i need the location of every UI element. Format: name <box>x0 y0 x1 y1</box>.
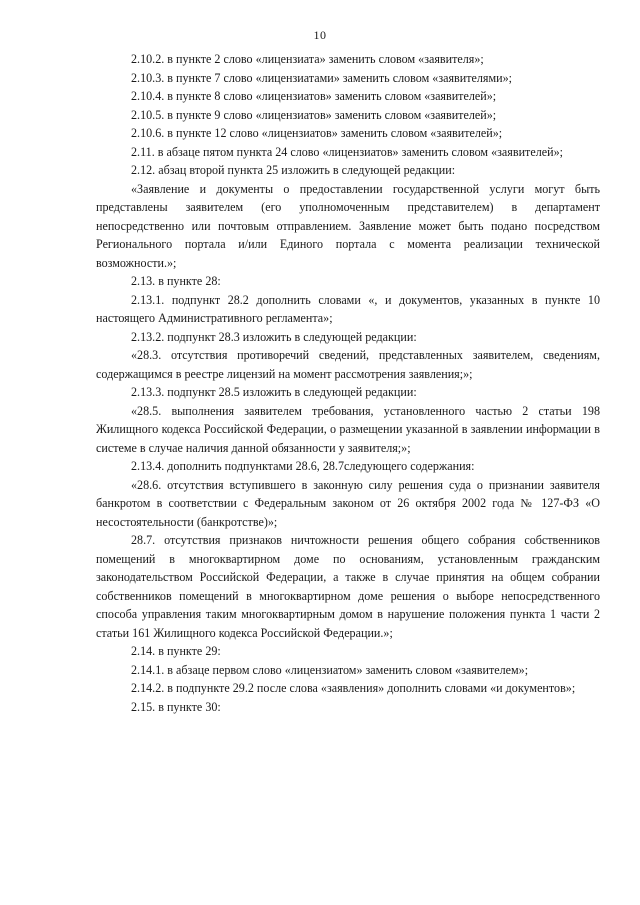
paragraph: «28.6. отсутствия вступившего в законную силу решения суда о признании заявителя банкротом в соответствии с Федеральным законом от 26 октября 2002 года № 127-ФЗ «О несостоятельности (банкротстве)»; <box>96 477 600 529</box>
paragraph: «28.5. выполнения заявителем требования, установленного частью 2 статьи 198 Жилищного кодекса Российской Федерации, о размещении указанной в заявлении информации в системе в случае наличия данной обязанности у заявителя;»; <box>96 403 600 455</box>
paragraph: 2.12. абзац второй пункта 25 изложить в следующей редакции: <box>131 163 456 177</box>
paragraph: «28.3. отсутствия противоречий сведений, представленных заявителем, сведениям, содержащимся в реестре лицензий на момент рассмотрения заявления;»; <box>96 348 600 381</box>
paragraph: 2.10.6. в пункте 12 слово «лицензиатов» заменить словом «заявителей»; <box>131 126 503 140</box>
paragraph: «Заявление и документы о предоставлении государственной услуги могут быть представлены заявителем (его уполномоченным представителем) в департамент непосредственно или почтовым отправлением. Заявление может быть подано посредством Регионального портала и/или Единого портала с момента реализации технической возможности.»; <box>96 181 600 270</box>
paragraph: 2.10.2. в пункте 2 слово «лицензиата» заменить словом «заявителя»; <box>131 52 484 66</box>
document-body <box>96 50 600 716</box>
paragraph: 2.13. в пункте 28: <box>131 274 221 288</box>
paragraph: 2.14. в пункте 29: <box>131 644 221 658</box>
paragraph: 2.11. в абзаце пятом пункта 24 слово «лицензиатов» заменить словом «заявителей»; <box>131 144 563 159</box>
paragraph: 2.10.5. в пункте 9 слово «лицензиатов» заменить словом «заявителей»; <box>131 107 497 122</box>
paragraph: 2.14.1. в абзаце первом слово «лицензиатом» заменить словом «заявителем»; <box>131 662 529 677</box>
paragraph: 2.10.3. в пункте 7 слово «лицензиатами» заменить словом «заявителями»; <box>131 70 513 85</box>
paragraph: 2.15. в пункте 30: <box>131 699 221 714</box>
paragraph: 2.13.3. подпункт 28.5 изложить в следующей редакции: <box>131 385 417 399</box>
paragraph: 2.14.2. в подпункте 29.2 после слова «заявления» дополнить словами «и документов»; <box>131 681 576 695</box>
paragraph: 28.7. отсутствия признаков ничтожности решения общего собрания собственников помещений в многоквартирном доме по основаниям, установленным гражданским законодательством Российской Федерации, а также в случае принятия на общем собрании собственников помещений в многоквартирном доме решения о выборе непосредственного способа управления таким многоквартирным домом в нарушение положения пункта 1 части 2 статьи 161 Жилищного кодекса Российской Федерации.»; <box>96 533 600 640</box>
paragraph: 2.13.1. подпункт 28.2 дополнить словами «, и документов, указанных в пункте 10 настоящего Административного регламента»; <box>96 292 600 325</box>
paragraph: 2.13.2. подпункт 28.3 изложить в следующей редакции: <box>131 329 417 344</box>
page-number: 10 <box>313 28 327 42</box>
paragraph: 2.10.4. в пункте 8 слово «лицензиатов» заменить словом «заявителей»; <box>131 89 497 103</box>
paragraph: 2.13.4. дополнить подпунктами 28.6, 28.7следующего содержания: <box>131 459 475 473</box>
